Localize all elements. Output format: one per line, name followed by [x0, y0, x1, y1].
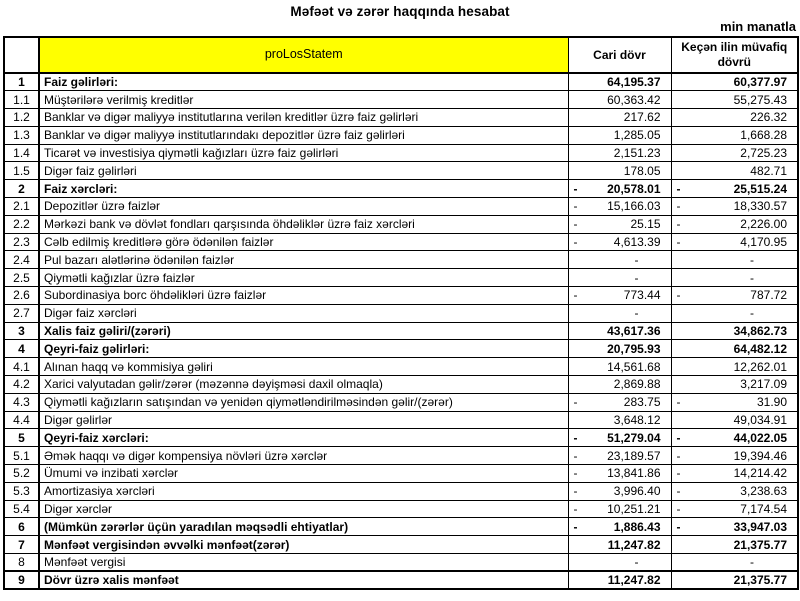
- row-number-cell: 3: [4, 322, 39, 340]
- current-period-cell: [568, 482, 671, 500]
- table-row: [4, 340, 798, 358]
- row-number-cell: 1.1: [4, 91, 39, 109]
- row-number-cell: 5.4: [4, 500, 39, 518]
- current-period-cell: [568, 126, 671, 144]
- table-row: [4, 91, 798, 109]
- previous-period-cell: [671, 162, 798, 180]
- current-period-cell: [568, 73, 671, 91]
- table-row: [4, 411, 798, 429]
- cell-value: 283.75: [623, 395, 661, 410]
- current-period-cell: [568, 571, 671, 589]
- previous-period-cell: [671, 251, 798, 269]
- current-period-cell: [568, 500, 671, 518]
- row-number-cell: 2: [4, 180, 39, 198]
- cell-value: 33,947.03: [733, 519, 787, 534]
- table-row: [4, 144, 798, 162]
- current-period-cell: [568, 447, 671, 465]
- cell-value: 1,886.43: [613, 519, 661, 534]
- row-label-cell: Digər faiz xərcləri: [39, 304, 568, 322]
- negative-sign: -: [573, 502, 578, 517]
- table-row: [4, 376, 798, 394]
- row-number-cell: 1.5: [4, 162, 39, 180]
- table-row: [4, 233, 798, 251]
- cell-value: 787.72: [750, 288, 787, 303]
- cell-value: 51,279.04: [607, 430, 661, 445]
- table-row: [4, 180, 798, 198]
- cell-value: -: [634, 306, 639, 321]
- table-row: [4, 269, 798, 287]
- previous-period-cell: [671, 144, 798, 162]
- profit-loss-table: [3, 36, 799, 590]
- cell-value: -: [750, 252, 754, 267]
- cell-value: 3,217.09: [740, 377, 787, 392]
- row-label-cell: Mərkəzi bank və dövlət fondları qarşısında öhdəliklər üzrə faiz xərcləri: [39, 215, 568, 233]
- current-period-cell: [568, 304, 671, 322]
- negative-sign: -: [573, 466, 578, 481]
- cell-value: 21,375.77: [733, 537, 787, 552]
- previous-period-cell: [671, 304, 798, 322]
- current-period-cell: [568, 269, 671, 287]
- row-label-cell: Mənfəət vergisi: [39, 554, 568, 572]
- row-number-cell: 7: [4, 536, 39, 554]
- row-number-cell: 1.2: [4, 109, 39, 127]
- previous-period-cell: [671, 518, 798, 536]
- cell-value: 2,869.88: [613, 377, 661, 392]
- row-label-cell: Depozitlər üzrə faizlər: [39, 198, 568, 216]
- cell-value: 226.32: [750, 110, 787, 125]
- row-number-cell: 2.1: [4, 198, 39, 216]
- table-row: [4, 251, 798, 269]
- negative-sign: -: [676, 199, 681, 214]
- current-period-cell: [568, 251, 671, 269]
- cell-value: 13,841.86: [607, 466, 661, 481]
- row-label-cell: Digər xərclər: [39, 500, 568, 518]
- row-label-cell: Ticarət və investisiya qiymətli kağızları üzrə faiz gəlirləri: [39, 144, 568, 162]
- row-number-cell: 4.1: [4, 358, 39, 376]
- current-period-cell: [568, 91, 671, 109]
- negative-sign: -: [676, 235, 681, 250]
- previous-period-cell: [671, 482, 798, 500]
- row-number-cell: 9: [4, 571, 39, 589]
- table-row: [4, 73, 798, 91]
- cell-value: 64,482.12: [733, 341, 787, 356]
- negative-sign: -: [676, 519, 681, 534]
- row-label-cell: Subordinasiya borc öhdəlikləri üzrə faizlər: [39, 287, 568, 305]
- row-number-cell: 5.3: [4, 482, 39, 500]
- previous-period-cell: [671, 233, 798, 251]
- table-row: [4, 393, 798, 411]
- previous-period-cell: [671, 429, 798, 447]
- cell-value: -: [750, 270, 754, 285]
- current-period-cell: [568, 393, 671, 411]
- row-label-cell: Əmək haqqı və digər kompensiya növləri üzrə xərclər: [39, 447, 568, 465]
- cell-value: 14,214.42: [733, 466, 787, 481]
- negative-sign: -: [676, 395, 681, 410]
- previous-period-cell: [671, 358, 798, 376]
- negative-sign: -: [573, 484, 578, 499]
- table-row: [4, 536, 798, 554]
- row-number-cell: 4.4: [4, 411, 39, 429]
- cell-value: 4,170.95: [740, 235, 787, 250]
- current-period-cell: [568, 144, 671, 162]
- row-number-cell: 5.1: [4, 447, 39, 465]
- cell-value: 14,561.68: [607, 359, 661, 374]
- negative-sign: -: [676, 181, 681, 196]
- row-label-cell: Müştərilərə verilmiş kreditlər: [39, 91, 568, 109]
- cell-value: 12,262.01: [733, 359, 787, 374]
- negative-sign: -: [573, 199, 578, 214]
- row-label-cell: Alınan haqq və kommisiya gəliri: [39, 358, 568, 376]
- unit-note: min manatla: [720, 19, 796, 34]
- cell-value: 2,151.23: [613, 146, 661, 161]
- col-header-number: [4, 37, 39, 73]
- previous-period-cell: [671, 571, 798, 589]
- row-label-cell: Ümumi və inzibati xərclər: [39, 465, 568, 483]
- table-row: [4, 162, 798, 180]
- negative-sign: -: [573, 288, 578, 303]
- table-row: [4, 429, 798, 447]
- previous-period-cell: [671, 91, 798, 109]
- current-period-cell: [568, 287, 671, 305]
- row-number-cell: 2.7: [4, 304, 39, 322]
- previous-period-cell: [671, 322, 798, 340]
- cell-value: 1,285.05: [613, 128, 661, 143]
- table-row: [4, 500, 798, 518]
- row-number-cell: 2.5: [4, 269, 39, 287]
- col-header-previous-period: Keçən ilin müvafiq dövrü: [671, 37, 798, 73]
- row-label-cell: Qiymətli kağızlar üzrə faizlər: [39, 269, 568, 287]
- cell-value: 11,247.82: [607, 573, 661, 588]
- current-period-cell: [568, 180, 671, 198]
- previous-period-cell: [671, 536, 798, 554]
- cell-value: 3,238.63: [740, 484, 787, 499]
- row-number-cell: 8: [4, 554, 39, 572]
- table-row: [4, 358, 798, 376]
- current-period-cell: [568, 233, 671, 251]
- current-period-cell: [568, 554, 671, 572]
- row-label-cell: Banklar və digər maliyyə institutlarına verilən kreditlər üzrə faiz gəlirləri: [39, 109, 568, 127]
- cell-value: 10,251.21: [607, 502, 661, 517]
- previous-period-cell: [671, 180, 798, 198]
- row-label-cell: Faiz xərcləri:: [39, 180, 568, 198]
- cell-value: -: [750, 306, 754, 321]
- row-number-cell: 2.3: [4, 233, 39, 251]
- row-number-cell: 4: [4, 340, 39, 358]
- report-title: Məfəət və zərər haqqında hesabat: [290, 4, 510, 19]
- table-header: [4, 37, 798, 73]
- row-label-cell: Qeyri-faiz xərcləri:: [39, 429, 568, 447]
- negative-sign: -: [676, 502, 681, 517]
- previous-period-cell: [671, 198, 798, 216]
- cell-value: 2,725.23: [740, 146, 787, 161]
- current-period-cell: [568, 198, 671, 216]
- current-period-cell: [568, 215, 671, 233]
- table-row: [4, 518, 798, 536]
- col-header-current-period: Cari dövr: [568, 37, 671, 73]
- negative-sign: -: [676, 288, 681, 303]
- current-period-cell: [568, 429, 671, 447]
- negative-sign: -: [573, 235, 578, 250]
- cell-value: 64,195.37: [607, 75, 661, 90]
- previous-period-cell: [671, 73, 798, 91]
- cell-value: 21,375.77: [733, 573, 787, 588]
- row-number-cell: 1.3: [4, 126, 39, 144]
- row-label-cell: Dövr üzrə xalis mənfəət: [39, 571, 568, 589]
- cell-value: -: [634, 252, 639, 267]
- cell-value: 3,996.40: [613, 484, 661, 499]
- current-period-cell: [568, 518, 671, 536]
- cell-value: 25,515.24: [733, 181, 787, 196]
- cell-value: 2,226.00: [740, 217, 787, 232]
- cell-value: 60,363.42: [607, 92, 661, 107]
- row-number-cell: 2.4: [4, 251, 39, 269]
- table-row: [4, 198, 798, 216]
- cell-value: 31.90: [756, 395, 787, 410]
- cell-value: -: [634, 270, 639, 285]
- row-number-cell: 6: [4, 518, 39, 536]
- table-row: [4, 465, 798, 483]
- cell-value: 34,862.73: [733, 324, 787, 339]
- negative-sign: -: [573, 217, 578, 232]
- cell-value: 7,174.54: [740, 502, 787, 517]
- row-label-cell: Faiz gəlirləri:: [39, 73, 568, 91]
- negative-sign: -: [573, 181, 578, 196]
- previous-period-cell: [671, 554, 798, 572]
- row-label-cell: Mənfəət vergisindən əvvəlki mənfəət(zərər): [39, 536, 568, 554]
- cell-value: 44,022.05: [733, 430, 787, 445]
- current-period-cell: [568, 376, 671, 394]
- previous-period-cell: [671, 465, 798, 483]
- cell-value: 15,166.03: [607, 199, 661, 214]
- row-number-cell: 1.4: [4, 144, 39, 162]
- row-label-cell: Digər gəlirlər: [39, 411, 568, 429]
- previous-period-cell: [671, 126, 798, 144]
- previous-period-cell: [671, 269, 798, 287]
- cell-value: 43,617.36: [607, 324, 661, 339]
- cell-value: 11,247.82: [607, 537, 661, 552]
- current-period-cell: [568, 358, 671, 376]
- cell-value: 20,795.93: [607, 341, 661, 356]
- negative-sign: -: [573, 519, 578, 534]
- row-label-cell: (Mümkün zərərlər üçün yaradılan məqsədli ehtiyatlar): [39, 518, 568, 536]
- table-row: [4, 215, 798, 233]
- col-header-description: proLosStatem: [39, 37, 568, 73]
- current-period-cell: [568, 322, 671, 340]
- previous-period-cell: [671, 109, 798, 127]
- row-label-cell: Digər faiz gəlirləri: [39, 162, 568, 180]
- negative-sign: -: [676, 430, 681, 445]
- row-label-cell: Xarici valyutadan gəlir/zərər (məzənnə dəyişməsi daxil olmaqla): [39, 376, 568, 394]
- previous-period-cell: [671, 500, 798, 518]
- current-period-cell: [568, 109, 671, 127]
- table-row: [4, 287, 798, 305]
- cell-value: 217.62: [623, 110, 661, 125]
- cell-value: 25.15: [630, 217, 661, 232]
- table-row: [4, 482, 798, 500]
- row-number-cell: 5: [4, 429, 39, 447]
- negative-sign: -: [573, 448, 578, 463]
- row-label-cell: Qiymətli kağızların satışından və yenidən qiymətləndirilməsindən gəlir/(zərər): [39, 393, 568, 411]
- cell-value: -: [750, 555, 754, 570]
- previous-period-cell: [671, 447, 798, 465]
- negative-sign: -: [676, 448, 681, 463]
- row-label-cell: Xalis faiz gəliri/(zərəri): [39, 322, 568, 340]
- row-label-cell: Qeyri-faiz gəlirləri:: [39, 340, 568, 358]
- negative-sign: -: [676, 484, 681, 499]
- cell-value: 60,377.97: [733, 75, 787, 90]
- current-period-cell: [568, 162, 671, 180]
- negative-sign: -: [676, 217, 681, 232]
- cell-value: 3,648.12: [613, 413, 661, 428]
- cell-value: 4,613.39: [613, 235, 661, 250]
- current-period-cell: [568, 536, 671, 554]
- table-row: [4, 571, 798, 589]
- cell-value: 55,275.43: [733, 92, 787, 107]
- negative-sign: -: [573, 430, 578, 445]
- cell-value: 20,578.01: [607, 181, 661, 196]
- previous-period-cell: [671, 376, 798, 394]
- table-body: [4, 73, 798, 589]
- header-row: [4, 37, 798, 73]
- row-label-cell: Amortizasiya xərcləri: [39, 482, 568, 500]
- current-period-cell: [568, 411, 671, 429]
- row-label-cell: Pul bazarı alətlərinə ödənilən faizlər: [39, 251, 568, 269]
- current-period-cell: [568, 465, 671, 483]
- cell-value: 19,394.46: [733, 448, 787, 463]
- row-label-cell: Cəlb edilmiş kreditlərə görə ödənilən faizlər: [39, 233, 568, 251]
- row-number-cell: 4.2: [4, 376, 39, 394]
- cell-value: 482.71: [750, 163, 787, 178]
- previous-period-cell: [671, 340, 798, 358]
- cell-value: 1,668.28: [740, 128, 787, 143]
- row-number-cell: 2.2: [4, 215, 39, 233]
- table-row: [4, 554, 798, 572]
- previous-period-cell: [671, 411, 798, 429]
- cell-value: -: [634, 555, 639, 570]
- cell-value: 18,330.57: [733, 199, 787, 214]
- previous-period-cell: [671, 287, 798, 305]
- row-number-cell: 1: [4, 73, 39, 91]
- cell-value: 773.44: [623, 288, 661, 303]
- cell-value: 23,189.57: [607, 448, 661, 463]
- previous-period-cell: [671, 215, 798, 233]
- row-number-cell: 4.3: [4, 393, 39, 411]
- current-period-cell: [568, 340, 671, 358]
- cell-value: 178.05: [623, 163, 661, 178]
- negative-sign: -: [676, 466, 681, 481]
- table-row: [4, 126, 798, 144]
- row-number-cell: 5.2: [4, 465, 39, 483]
- cell-value: 49,034.91: [733, 413, 787, 428]
- row-label-cell: Banklar və digər maliyyə institutlarındakı depozitlər üzrə faiz gəlirləri: [39, 126, 568, 144]
- table-row: [4, 447, 798, 465]
- table-row: [4, 109, 798, 127]
- previous-period-cell: [671, 393, 798, 411]
- table-row: [4, 322, 798, 340]
- negative-sign: -: [573, 395, 578, 410]
- row-number-cell: 2.6: [4, 287, 39, 305]
- table-row: [4, 304, 798, 322]
